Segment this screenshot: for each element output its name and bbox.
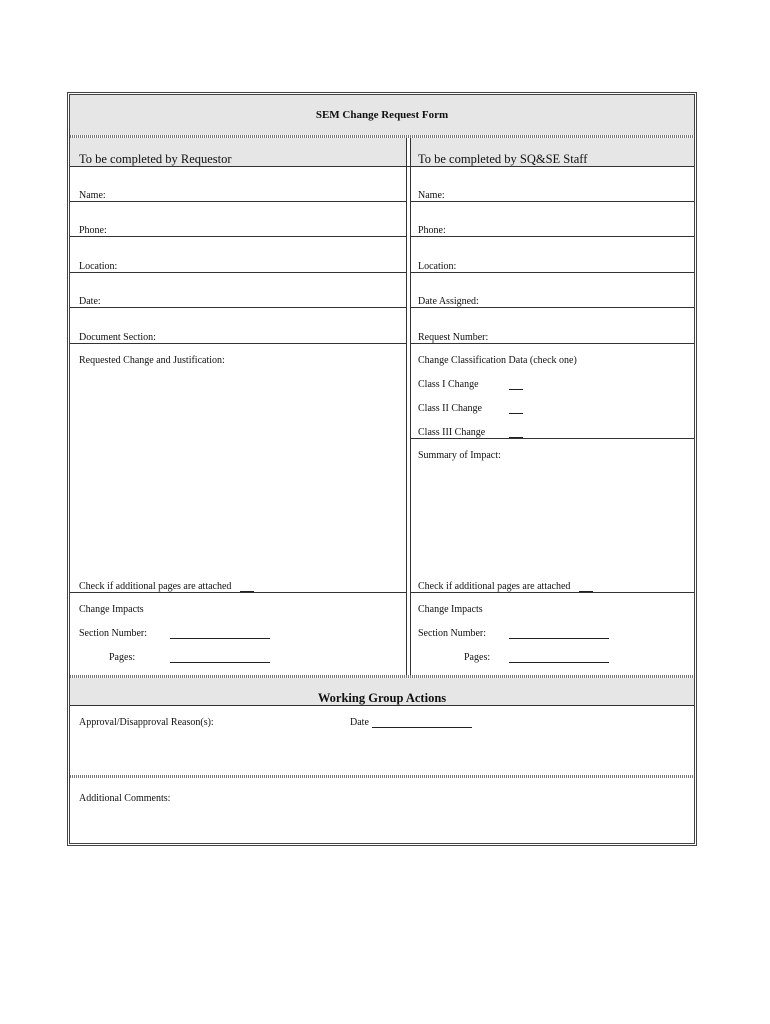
row-line (70, 236, 406, 237)
row-line (70, 592, 406, 593)
requestor-section-number-label: Section Number: (79, 628, 148, 639)
requestor-date-label: Date: (79, 296, 101, 307)
class-1-label: Class I Change (418, 379, 479, 390)
staff-pages-field[interactable] (509, 662, 609, 663)
requested-change-label: Requested Change and Justification: (79, 355, 225, 366)
form-inner-border (69, 94, 695, 844)
working-group-date-label: Date (350, 717, 369, 728)
sem-change-request-form (67, 92, 697, 846)
working-group-date-field[interactable] (372, 727, 472, 728)
requestor-phone-label: Phone: (79, 225, 107, 236)
form-title: SEM Change Request Form (315, 109, 449, 121)
row-line (410, 438, 694, 439)
staff-change-impacts-label: Change Impacts (418, 604, 483, 615)
requestor-document-section-label: Document Section: (79, 332, 156, 343)
class-3-label: Class III Change (418, 427, 486, 438)
row-line (410, 272, 694, 273)
staff-attached-text: Check if additional pages are attached (418, 581, 571, 592)
requestor-header: To be completed by Requestor (79, 152, 232, 166)
requestor-section-number-field[interactable] (170, 638, 270, 639)
staff-date-assigned-label: Date Assigned: (418, 296, 479, 307)
header-divider (70, 166, 694, 167)
row-line (70, 272, 406, 273)
requestor-name-label: Name: (79, 190, 106, 201)
classification-label: Change Classification Data (check one) (418, 355, 577, 366)
row-line (70, 343, 406, 344)
row-line (70, 705, 694, 706)
column-divider (406, 138, 411, 675)
staff-location-label: Location: (418, 261, 457, 272)
staff-pages-label: Pages: (464, 652, 491, 663)
row-line (410, 343, 694, 344)
comments-divider (70, 775, 694, 778)
requestor-pages-field[interactable] (170, 662, 270, 663)
row-line (70, 201, 406, 202)
row-line (410, 307, 694, 308)
staff-section-number-label: Section Number: (418, 628, 487, 639)
row-line (410, 236, 694, 237)
class-1-checkbox[interactable] (509, 389, 523, 390)
requestor-pages-label: Pages: (109, 652, 136, 663)
staff-phone-label: Phone: (418, 225, 446, 236)
staff-request-number-label: Request Number: (418, 332, 489, 343)
staff-header: To be completed by SQ&SE Staff (418, 152, 588, 166)
staff-section-number-field[interactable] (509, 638, 609, 639)
requestor-change-impacts-label: Change Impacts (79, 604, 144, 615)
row-line (410, 592, 694, 593)
requestor-location-label: Location: (79, 261, 118, 272)
working-group-title: Working Group Actions (317, 691, 447, 705)
class-2-label: Class II Change (418, 403, 482, 414)
row-line (410, 201, 694, 202)
summary-of-impact-label: Summary of Impact: (418, 450, 501, 461)
requestor-attached-text: Check if additional pages are attached (79, 581, 232, 592)
staff-name-label: Name: (418, 190, 445, 201)
row-line (70, 307, 406, 308)
approval-reason-label: Approval/Disapproval Reason(s): (79, 717, 214, 728)
additional-comments-label: Additional Comments: (79, 793, 171, 804)
class-2-checkbox[interactable] (509, 413, 523, 414)
